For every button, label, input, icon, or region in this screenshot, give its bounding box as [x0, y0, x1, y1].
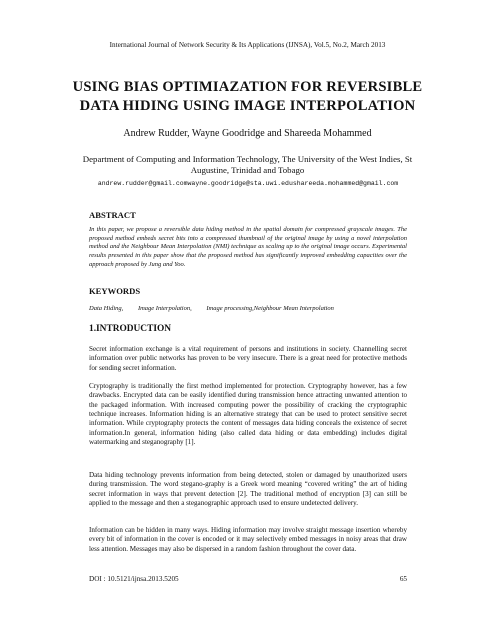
keywords-heading: KEYWORDS [89, 286, 141, 296]
page-number: 65 [399, 575, 407, 583]
affiliation: Department of Computing and Information Technology, The University of the West Indies, St Augustine, Trinidad and Tobago [82, 154, 413, 175]
paper-title [60, 78, 435, 116]
keyword-item: Image processing,Neighbour Mean Interpolation [206, 305, 334, 312]
intro-paragraph-3: Data hiding technology prevents information from being detected, stolen or damaged by unauthorized users during transmission. The word stegano-graphy is a Greek word meaning “covered writing” the art of hiding secret information in ways that prevent detection [2]. The traditional method of encryption [3] can still be applied to the message and then a steganographic approach used to ensure undetected delivery. [89, 471, 407, 508]
keywords-list [89, 305, 407, 312]
title-line-1: USING BIAS OPTIMIAZATION FOR REVERSIBLE [72, 79, 423, 95]
author-emails: andrew.rudder@gmail.comwayne.goodridge@sta.uwi.edushareeda.mohammed@gmail.com [97, 180, 399, 187]
journal-header: International Journal of Network Security & Its Applications (IJNSA), Vol.5, No.2, March 2013 [109, 41, 386, 49]
doi: DOI : 10.5121/ijnsa.2013.5205 [89, 575, 179, 583]
intro-paragraph-4: Information can be hidden in many ways. Hiding information may involve straight message insertion whereby every bit of information in the cover is encoded or it may selectively embed messages in noisy areas that draw less attention. Messages may also be dispersed in a random fashion throughout the cover data. [89, 526, 407, 553]
authors: Andrew Rudder, Wayne Goodridge and Shareeda Mohammed [123, 128, 372, 139]
intro-paragraph-1: Secret information exchange is a vital requirement of persons and institutions in society. Channelling secret information over public networks has proven to be very insecure. There is a great need for protective methods for sending secret information. [89, 345, 407, 372]
abstract-heading: ABSTRACT [89, 210, 136, 220]
introduction-heading: 1.INTRODUCTION [89, 324, 172, 334]
keyword-item: Image Interpolation, [137, 305, 192, 312]
title-line-2: DATA HIDING USING IMAGE INTERPOLATION [79, 98, 416, 114]
intro-paragraph-2: Cryptography is traditionally the first method implemented for protection. Cryptography however, has a few drawbacks. Encrypted data can be easily identified during transmission hence attracting unwanted attention to the packaged information. With increased computing power the possibility of cracking the cryptographic technique increases. Information hiding is an alternative strategy that can be used to protect sensitive secret information. While cryptography protects the content of messages data hiding conceals the existence of secret information.In general, information hiding (also called data hiding or data embedding) includes digital watermarking and steganography [1]. [89, 382, 407, 447]
abstract-text: In this paper, we propose a reversible data hiding method in the spatial domain for compressed grayscale images. The proposed method embeds secret bits into a compressed thumbnail of the original image by using a novel interpolation method and the Neighbour Mean Interpolation (NMI) technique as scaling up to the original image occurs. Experimental results presented in this paper show that the proposed method has significantly improved embedding capacities over the approach proposed by Jung and Yoo. [89, 226, 407, 268]
keyword-item: Data Hiding, [89, 305, 124, 312]
